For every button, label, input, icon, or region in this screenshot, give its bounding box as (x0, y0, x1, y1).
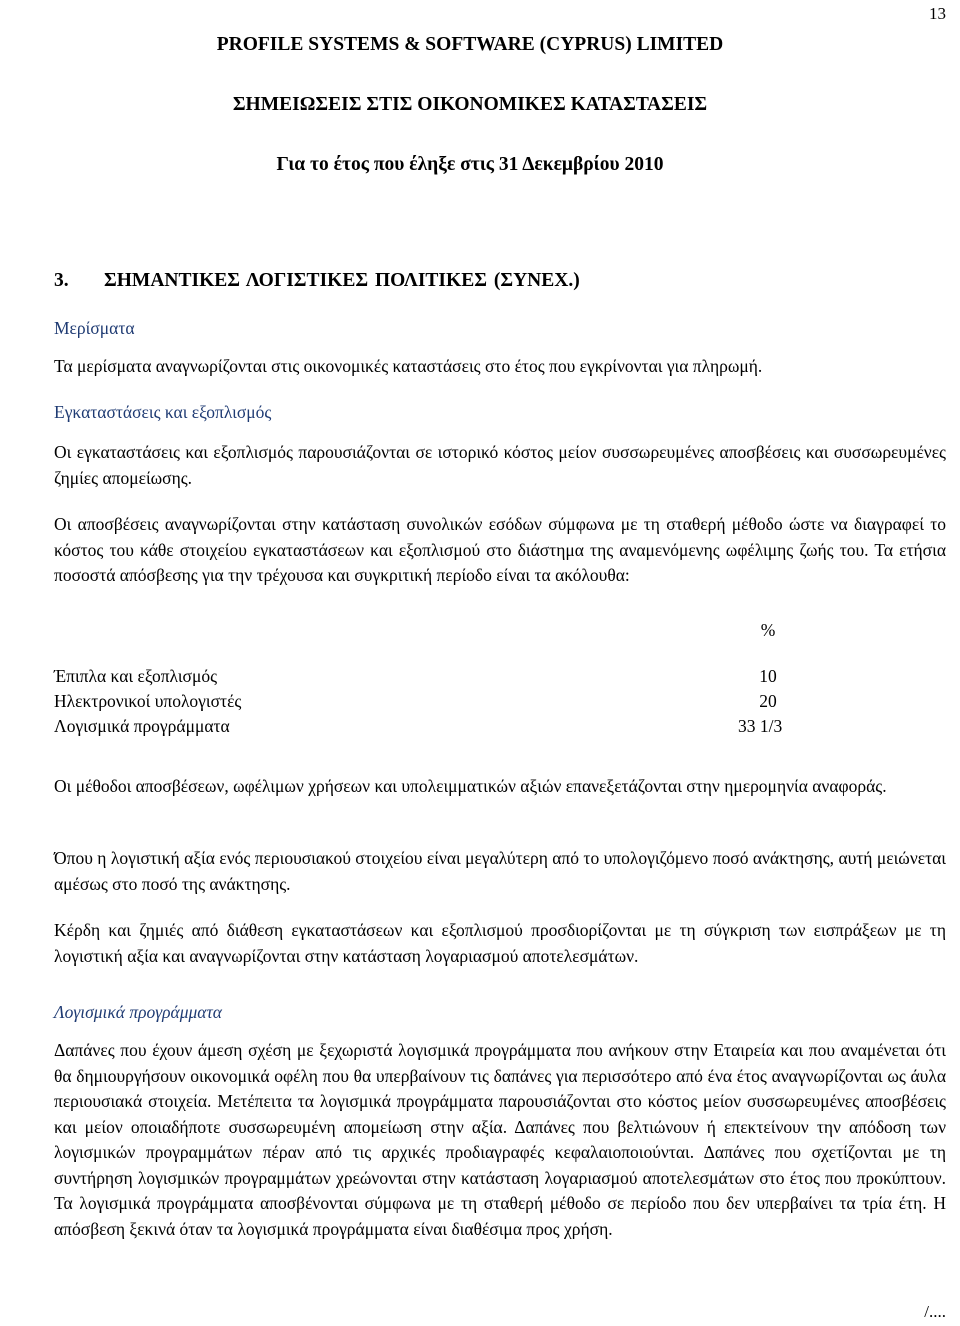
rates-percent-header: % (760, 620, 776, 640)
rate-label: Ηλεκτρονικοί υπολογιστές (54, 691, 242, 711)
dividends-text: Τα μερίσματα αναγνωρίζονται στις οικονομικές καταστάσεις στο έτος που εγκρίνονται για πληρωμή. (54, 356, 763, 376)
ppe-paragraph-1: Οι εγκαταστάσεις και εξοπλισμός παρουσιάζονται σε ιστορικό κόστος μείον συσσωρευμένες αποσβέσεις και συσσωρευμένες ζημίες απομείωσης. (54, 442, 946, 488)
continuation-marker: /.... (924, 1302, 946, 1321)
rate-value: 10 (759, 666, 777, 686)
ppe-paragraph-5: Κέρδη και ζημιές από διάθεση εγκαταστάσεων και εξοπλισμού προσδιορίζονται με τη σύγκριση των εισπράξεων με τη λογιστική αξία και αναγνωρίζονται στην κατάσταση λογαριασμού αποτελεσμάτων. (54, 920, 946, 966)
dividends-heading: Μερίσματα (54, 318, 135, 338)
ppe-heading: Εγκαταστάσεις και εξοπλισμός (54, 402, 272, 422)
software-text: Δαπάνες που έχουν άμεση σχέση με ξεχωριστά λογισμικά προγράμματα που ανήκουν στην Εταιρεία και που αναμένεται ότι θα δημιουργήσουν οικονομικά οφέλη που θα υπερβαίνουν τις δαπάνες για περισσότερο από ένα έτος αναγνωρίζονται ως άυλα περιουσιακά στοιχεία. Μετέπειτα τα λογισμικά προγράμματα παρουσιάζονται στο κόστος μείον συσσωρευμένες αποσβέσεις και μείον οποιαδήποτε συσσωρευμένη απομείωση στην αξία. Δαπάνες που βελτιώνουν ή επεκτείνουν την απόδοση των λογισμικών προγραμμάτων πέραν από τις αρχικές προδιαγραφές κεφαλαιοποιούνται. Δαπάνες που σχετίζονται με τη συντήρηση λογισμικών προγραμμάτων χρεώνονται στην κατάσταση λογαριασμού αποτελεσμάτων στο έτος που προκύπτουν. Τα λογισμικά προγράμματα αποσβένονται σύμφωνα με τη σταθερή μέθοδο σε περίοδο που δεν υπερβαίνει τα τρία έτη. Η απόσβεση ξεκινά όταν τα λογισμικά προγράμματα είναι διαθέσιμα προς χρήση. (54, 1040, 946, 1239)
section-number: 3. (54, 270, 69, 291)
page-number: 13 (929, 4, 946, 23)
rate-label: Έπιπλα και εξοπλισμός (54, 666, 218, 686)
section-title: ΣΗΜΑΝΤΙΚΕΣ ΛΟΓΙΣΤΙΚΕΣ ΠΟΛΙΤΙΚΕΣ (ΣΥΝΕΧ.) (104, 270, 580, 291)
ppe-paragraph-4: Όπου η λογιστική αξία ενός περιουσιακού στοιχείου είναι μεγαλύτερη από το υπολογιζόμενο ποσό ανάκτησης, αυτή μειώνεται αμέσως στο ποσό της ανάκτησης. (54, 848, 946, 894)
ppe-paragraph-2: Οι αποσβέσεις αναγνωρίζονται στην κατάσταση συνολικών εσόδων σύμφωνα με τη σταθερή μέθοδο ώστε να διαγραφεί το κόστος του κάθε στοιχείου εγκαταστάσεων και εξοπλισμού στο διάστημα της αναμενόμενης ωφέλιμης ζωής του. Τα ετήσια ποσοστά απόσβεσης για την τρέχουσα και συγκριτική περίοδο είναι τα ακόλουθα: (54, 514, 946, 585)
company-title: PROFILE SYSTEMS & SOFTWARE (CYPRUS) LIMITED (216, 34, 724, 55)
software-heading: Λογισμικά προγράμματα (54, 1002, 222, 1022)
section-heading (54, 270, 580, 292)
ppe-paragraph-3: Οι μέθοδοι αποσβέσεων, ωφέλιμων χρήσεων και υπολειμματικών αξιών επανεξετάζονται στην ημερομηνία αναφοράς. (54, 776, 887, 796)
rate-label: Λογισμικά προγράμματα (54, 716, 230, 736)
document-title: ΣΗΜΕΙΩΣΕΙΣ ΣΤΙΣ ΟΙΚΟΝΟΜΙΚΕΣ ΚΑΤΑΣΤΑΣΕΙΣ (232, 94, 708, 115)
rate-row (54, 716, 814, 742)
rate-row (54, 691, 814, 717)
rate-value: 33 1/3 (738, 716, 783, 736)
rate-value: 20 (759, 691, 777, 711)
period-title: Για το έτος που έληξε στις 31 Δεκεμβρίου 2010 (276, 154, 664, 175)
rate-row (54, 666, 814, 692)
